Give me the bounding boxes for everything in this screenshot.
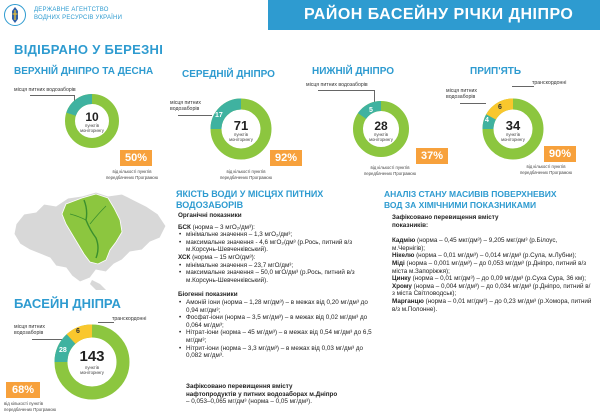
- total-count: 28: [374, 119, 388, 133]
- drinking-count: 28: [59, 347, 67, 354]
- total-count: 143: [79, 348, 105, 365]
- agency-logo: [4, 4, 26, 26]
- oil-note: Зафіксовано перевищення вмісту нафтопродуктів у питних водозаборах м.Дніпро – 0,053–0,065 мг/дм³ (норма – 0,05 мг/дм³).: [186, 383, 338, 406]
- basin-donut: 6 28 143 пунктів моніторингу: [54, 324, 130, 400]
- metal-item: Кадмію (норма – 0,45 мкг/дм³) – 9,205 мкг/дм³ (р.Білоус, м.Чернігів);: [392, 237, 558, 252]
- region-title: НИЖНІЙ ДНІПРО: [312, 66, 395, 77]
- transboundary-count: 6: [76, 328, 80, 335]
- drinking-sites-label: місця питних водозаборів: [306, 82, 368, 88]
- agency-line-2: ВОДНИХ РЕСУРСІВ УКРАЇНИ: [34, 15, 123, 21]
- region-donut: 2 10 пунктів моніторингу: [64, 93, 120, 149]
- list-item: • Нітрит-іони (норма – 3,3 мг/дм³) – в межах від 0,03 мг/дм³ до 0,082 мг/дм³.: [178, 345, 378, 360]
- percent-badge: 92%: [270, 150, 302, 166]
- list-item: • Амоній іони (норма – 1,28 мг/дм³) – в межах від 0,20 мг/дм³ до 0,94 мг/дм³;: [178, 299, 378, 314]
- list-item: • максимальне значення – 50,0 мгО/дм³ (р.Рось, питний в/з м.Корсунь-Шевченківський).: [178, 269, 378, 284]
- drinking-count: 17: [215, 112, 223, 119]
- transboundary-label: транскордонні: [532, 80, 567, 86]
- agency-name: [34, 6, 164, 22]
- region-title: ПРИП'ЯТЬ: [470, 66, 522, 77]
- percent-badge: 68%: [6, 382, 40, 398]
- drinking-sites-label: місця питних водозаборів: [14, 87, 76, 93]
- drinking-sites-label: місця питних водозаборів: [170, 100, 201, 112]
- metal-item: Марганцю (норма – 0,01 мг/дм³) – до 0,23 мг/дм³ (р.Хомора, питний в/з м.Полонне).: [392, 297, 592, 313]
- biogenic-heading: Біогенні показники: [178, 291, 238, 299]
- basin-title: БАСЕЙН ДНІПРА: [14, 296, 121, 311]
- list-item: • мінімальне значення – 1,3 мгО₂/дм³;: [178, 231, 378, 239]
- sampled-title: ВІДІБРАНО У БЕРЕЗНІ: [14, 42, 164, 57]
- metal-item: Міді (норма – 0,001 мг/дм³) – до 0,053 мг/дм³ (р.Дніпро, питний в/з міста м.Запоріжжя);: [392, 259, 587, 275]
- total-count: 71: [233, 118, 249, 133]
- list-item: • Нітрат-іони (норма – 45 мг/дм³) – в межах від 0,54 мг/дм³ до 6,5 мг/дм³;: [178, 329, 378, 344]
- percent-badge: 90%: [544, 146, 576, 162]
- metal-item: Хрому (норма – 0,004 мг/дм³) – до 0,034 мг/дм³ (р.Дніпро, питний в/з міста Світловодськ);: [392, 282, 591, 298]
- hsk-list: [178, 262, 378, 285]
- drinking-count: 2: [78, 114, 82, 121]
- drinking-sites-label: місця питних водозаборів: [14, 324, 45, 336]
- list-item: • мінімальне значення – 23,7 мгО/дм³;: [178, 262, 378, 270]
- header-banner: [268, 0, 600, 30]
- quality-title: ЯКІСТЬ ВОДИ У МІСЦЯХ ПИТНИХ ВОДОЗАБОРІВ: [176, 189, 324, 210]
- transboundary-count: 6: [498, 104, 502, 111]
- organic-heading: Органічні показники: [178, 212, 242, 219]
- drinking-sites-label: місця питних водозаборів: [446, 88, 477, 100]
- region-title: СЕРЕДНІЙ ДНІПРО: [182, 69, 275, 80]
- region-donut: 5 28 пунктів моніторингу: [352, 100, 410, 158]
- metal-item: Нікелю (норма – 0,01 мг/дм³) – 0,014 мг/дм³ (р.Сула, м.Лубни);: [392, 252, 577, 260]
- region-donut: 17 71 пунктів моніторингу: [210, 98, 272, 160]
- analysis-body: Зафіксовано перевищення вмісту показників: Кадмію (норма – 0,45 мкг/дм³) – 9,205 мкг/дм³ (р.Білоус, м.Чернігів); Нікелю (норма – 0,01 мг/дм³) – 0,014 мг/дм³ (р.Сула, м.Лубни); Міді (норма – 0,001 мг/дм³) – до 0,053 мг/дм³ (р.Дніпро, питний в/з міста м.Запоріжжя); Цинку (норма – 0,01 мг/дм³) – до 0,09 мг/дм³ (р.Суха Сура, 36 км); Хрому (норма – 0,004 мг/дм³) – до 0,034 мг/дм³ (р.Дніпро, питний в/з міста Світловодськ); Марганцю (норма – 0,01 мг/дм³) – до 0,23 мг/дм³ (р.Хомора, питний в/з м.Полонне).: [392, 214, 592, 313]
- agency-line-1: ДЕРЖАВНЕ АГЕНТСТВО: [34, 7, 109, 13]
- ukraine-map: [10, 184, 170, 292]
- total-count: 10: [85, 110, 99, 124]
- analysis-title: АНАЛІЗ СТАНУ МАСИВІВ ПОВЕРХНЕВИХ ВОД ЗА ХІМІЧНИМИ ПОКАЗНИКАМИ: [384, 189, 557, 210]
- percent-badge: 37%: [416, 148, 448, 164]
- list-item: • максимальне значення - 4,6 мгО₂/дм³ (р.Рось, питний в/з м.Корсунь-Шевченківський).: [178, 239, 378, 254]
- transboundary-label: транскордонні: [112, 316, 147, 322]
- list-item: • Фосфат-іони (норма – 3,5 мг/дм³) – в межах від 0,02 мг/дм³ до 0,064 мг/дм³;: [178, 314, 378, 329]
- region-title: ВЕРХНІЙ ДНІПРО ТА ДЕСНА: [14, 66, 154, 77]
- drinking-count: 4: [485, 117, 489, 124]
- emblem-icon: [4, 4, 26, 26]
- metal-item: Цинку (норма – 0,01 мг/дм³) – до 0,09 мг/дм³ (р.Суха Сура, 36 км);: [392, 275, 587, 283]
- quality-body: Органічні показники БСК (норма – 3 мгО₂/дм³): • мінімальне значення – 1,3 мгО₂/дм³; • максимальне значення - 4,6 мгО₂/дм³ (р.Рось, питний в/з м.Корсунь-Шевченківський). ХСК (норма – 15 мгО/дм³): • мінімальне значення – 23,7 мгО/дм³; • максимальне значення – 50,0 мгО/дм³ (р.Рось, питний в/з м.Корсунь-Шевченківський). Біогенні показники • Амоній іони (норма – 1,28 мг/дм³) – в межах від 0,20 мг/дм³ до 0,94 мг/дм³; • Фосфат-іони (норма – 3,5 мг/дм³) – в межах від 0,02 мг/дм³ до 0,064 мг/дм³; • Нітрат-іони (норма – 45 мг/дм³) – в межах від 0,54 мг/дм³ до 6,5 мг/дм³; • Нітрит-іони (норма – 3,3 мг/дм³) – в межах від 0,03 мг/дм³ до 0,082 мг/дм³.: [178, 212, 378, 360]
- biogenic-list: [178, 299, 378, 360]
- bsk-list: [178, 231, 378, 254]
- region-donut: 6 4 34 пунктів моніторингу: [482, 98, 544, 160]
- percent-badge: 50%: [120, 150, 152, 166]
- total-count: 34: [505, 118, 521, 133]
- drinking-count: 5: [369, 107, 373, 114]
- page-title: РАЙОН БАСЕЙНУ РІЧКИ ДНІПРО: [304, 6, 574, 23]
